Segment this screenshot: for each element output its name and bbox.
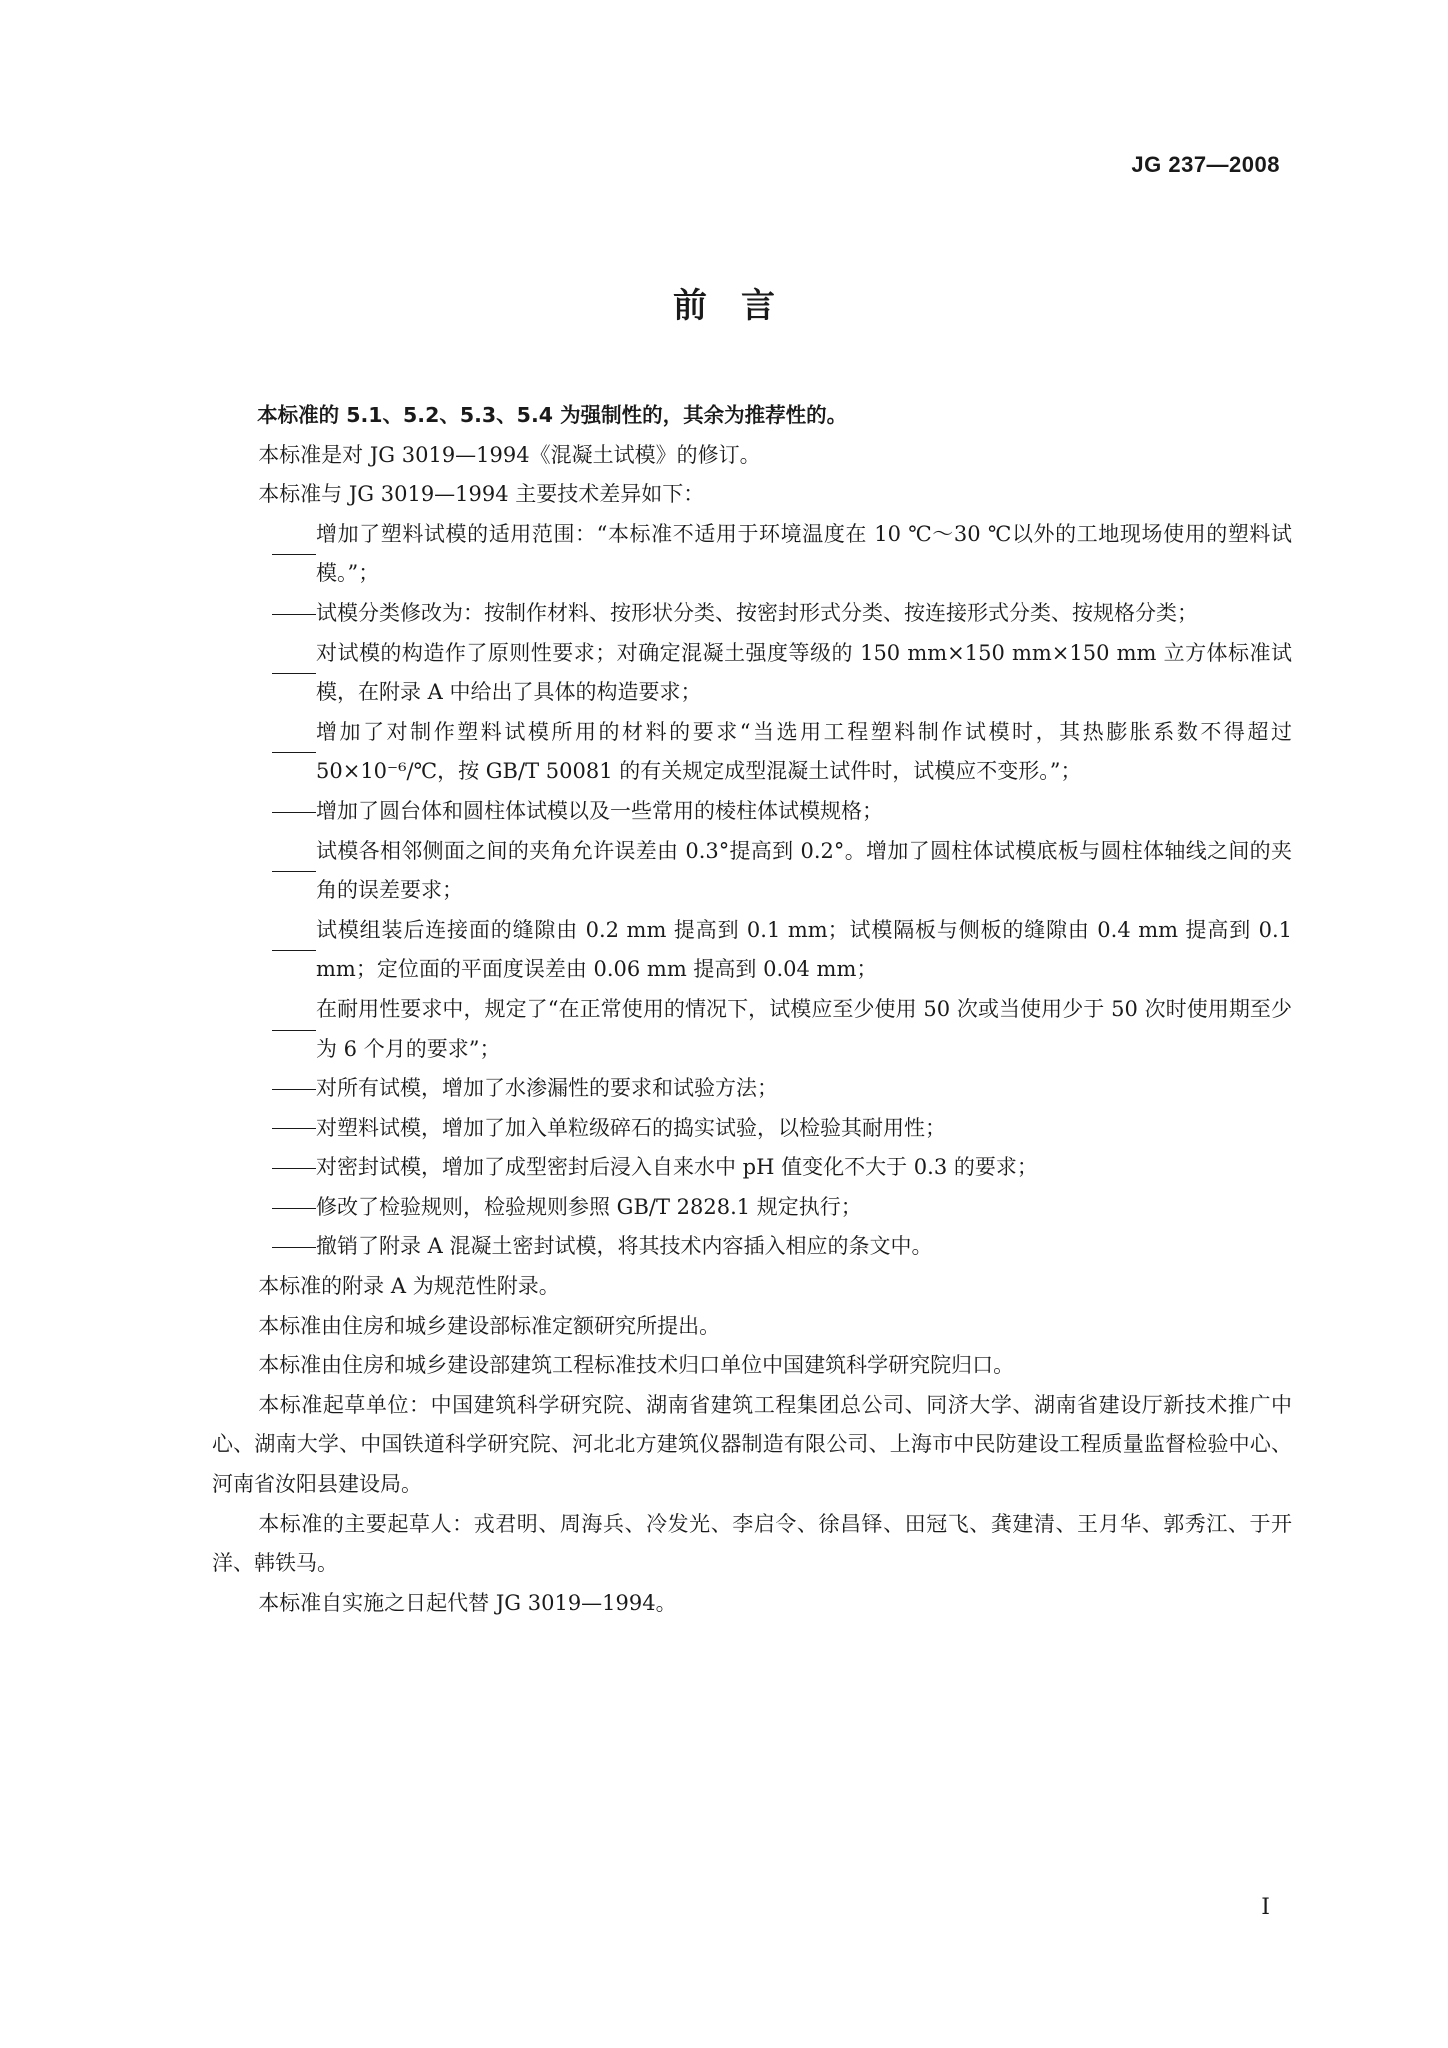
dash-marker bbox=[264, 515, 316, 594]
drafters-statement: 本标准的主要起草人：戎君明、周海兵、冷发光、李启令、徐昌铎、田冠飞、龚建清、王月华、郭秀江、于开洋、韩铁马。 bbox=[212, 1511, 1292, 1576]
dash-marker bbox=[264, 832, 316, 911]
list-item bbox=[212, 911, 1292, 990]
list-item bbox=[212, 1148, 1292, 1188]
changes-list bbox=[212, 515, 1292, 1267]
list-item bbox=[212, 1227, 1292, 1267]
list-item bbox=[212, 634, 1292, 713]
list-item-text: 试模分类修改为：按制作材料、按形状分类、按密封形式分类、按连接形式分类、按规格分类； bbox=[316, 600, 1198, 625]
appendix-statement: 本标准的附录 A 为规范性附录。 bbox=[258, 1274, 560, 1299]
dash-marker bbox=[264, 713, 316, 792]
dash-marker bbox=[264, 634, 316, 713]
list-item bbox=[212, 990, 1292, 1069]
dash-marker bbox=[264, 1227, 316, 1267]
list-item-text: 撤销了附录 A 混凝土密封试模，将其技术内容插入相应的条文中。 bbox=[316, 1234, 933, 1259]
list-item bbox=[212, 515, 1292, 594]
standard-code: JG 237—2008 bbox=[1131, 152, 1280, 177]
list-item-text: 试模各相邻侧面之间的夹角允许误差由 0.3°提高到 0.2°。增加了圆柱体试模底板与圆柱体轴线之间的夹角的误差要求； bbox=[316, 838, 1292, 903]
list-item-text: 在耐用性要求中，规定了“在正常使用的情况下，试模应至少使用 50 次或当使用少于 50 次时使用期至少为 6 个月的要求”； bbox=[316, 996, 1292, 1061]
dash-marker bbox=[264, 1148, 316, 1188]
drafting-units-statement: 本标准起草单位：中国建筑科学研究院、湖南省建筑工程集团总公司、同济大学、湖南省建设厅新技术推广中心、湖南大学、中国铁道科学研究院、河北北方建筑仪器制造有限公司、上海市中民防建设工程质量监督检验中心、河南省汝阳县建设局。 bbox=[212, 1392, 1292, 1497]
dash-marker bbox=[264, 792, 316, 832]
list-item-text: 增加了塑料试模的适用范围：“本标准不适用于环境温度在 10 ℃～30 ℃以外的工地现场使用的塑料试模。”； bbox=[316, 521, 1292, 586]
proposer-statement: 本标准由住房和城乡建设部标准定额研究所提出。 bbox=[258, 1313, 721, 1338]
list-item bbox=[212, 1188, 1292, 1228]
foreword-body bbox=[212, 396, 1292, 1623]
dash-marker bbox=[264, 1069, 316, 1109]
page-number: I bbox=[1261, 1895, 1270, 1920]
list-item bbox=[212, 1109, 1292, 1149]
dash-marker bbox=[264, 1109, 316, 1149]
page-title: 前 言 bbox=[673, 286, 775, 326]
list-item bbox=[212, 1069, 1292, 1109]
dash-marker bbox=[264, 1188, 316, 1228]
dash-marker bbox=[264, 911, 316, 990]
list-item bbox=[212, 594, 1292, 634]
dash-marker bbox=[264, 990, 316, 1069]
list-item-text: 试模组装后连接面的缝隙由 0.2 mm 提高到 0.1 mm；试模隔板与侧板的缝隙由 0.4 mm 提高到 0.1 mm；定位面的平面度误差由 0.06 mm 提高到 0.04 mm； bbox=[316, 917, 1292, 982]
revision-statement: 本标准是对 JG 3019—1994《混凝土试模》的修订。 bbox=[258, 442, 761, 467]
list-item-text: 对密封试模，增加了成型密封后浸入自来水中 pH 值变化不大于 0.3 的要求； bbox=[316, 1155, 1038, 1180]
supersedes-statement: 本标准自实施之日起代替 JG 3019—1994。 bbox=[258, 1590, 677, 1615]
list-item bbox=[212, 792, 1292, 832]
list-item-text: 增加了对制作塑料试模所用的材料的要求“当选用工程塑料制作试模时，其热膨胀系数不得超过 50×10⁻⁶/℃，按 GB/T 50081 的有关规定成型混凝土试件时，试模应不变形。”； bbox=[316, 719, 1292, 784]
mandatory-clauses-statement: 本标准的 5.1、5.2、5.3、5.4 为强制性的，其余为推荐性的。 bbox=[257, 403, 848, 427]
dash-marker bbox=[264, 594, 316, 634]
list-item-text: 对塑料试模，增加了加入单粒级碎石的捣实试验，以检验其耐用性； bbox=[316, 1115, 946, 1140]
list-item-text: 增加了圆台体和圆柱体试模以及一些常用的棱柱体试模规格； bbox=[316, 798, 883, 823]
list-item-text: 对试模的构造作了原则性要求；对确定混凝土强度等级的 150 mm×150 mm×150 mm 立方体标准试模，在附录 A 中给出了具体的构造要求； bbox=[316, 640, 1292, 705]
list-item-text: 修改了检验规则，检验规则参照 GB/T 2828.1 规定执行； bbox=[316, 1194, 862, 1219]
administrator-statement: 本标准由住房和城乡建设部建筑工程标准技术归口单位中国建筑科学研究院归口。 bbox=[258, 1353, 1015, 1378]
list-item bbox=[212, 832, 1292, 911]
differences-intro: 本标准与 JG 3019—1994 主要技术差异如下： bbox=[258, 482, 705, 507]
list-item bbox=[212, 713, 1292, 792]
list-item-text: 对所有试模，增加了水渗漏性的要求和试验方法； bbox=[316, 1076, 778, 1101]
